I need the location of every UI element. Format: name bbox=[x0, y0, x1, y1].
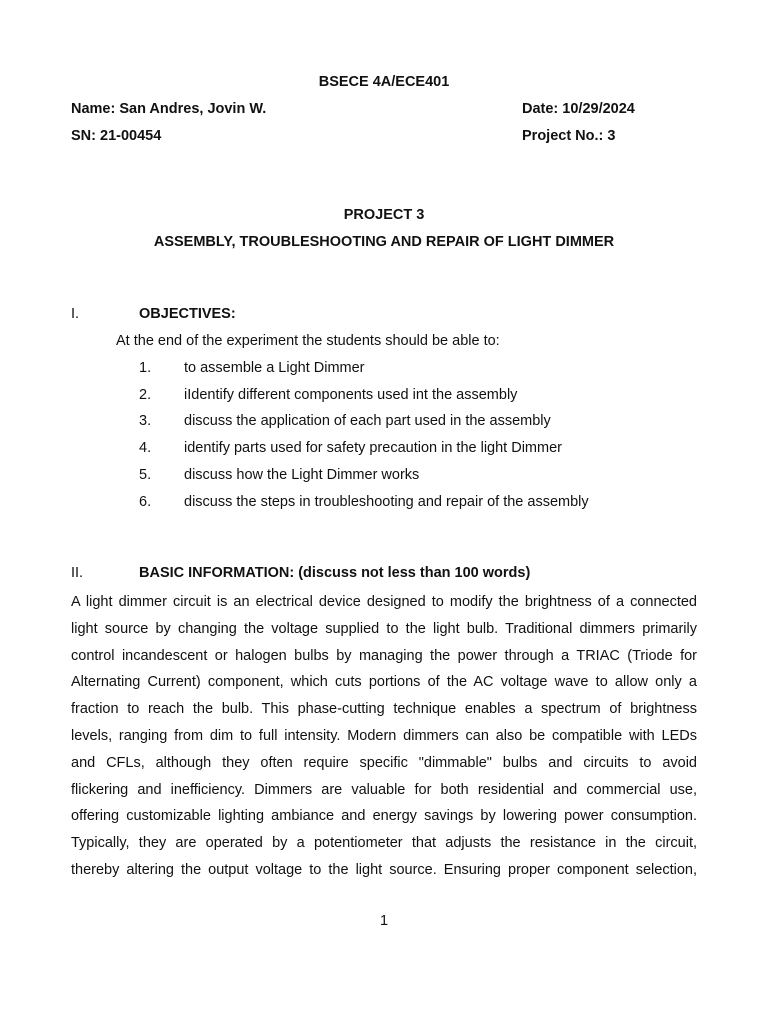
project-subtitle: ASSEMBLY, TROUBLESHOOTING AND REPAIR OF LIGHT DIMMER bbox=[153, 234, 615, 250]
objective-item bbox=[0, 440, 768, 460]
student-number: SN: 21-00454 bbox=[71, 128, 162, 144]
page-number: 1 bbox=[379, 913, 389, 929]
objective-text: discuss the application of each part used in the assembly bbox=[184, 413, 551, 429]
objective-item bbox=[0, 360, 768, 380]
basic-info-heading: BASIC INFORMATION: (discuss not less than 100 words) bbox=[139, 565, 531, 581]
course-code: BSECE 4A/ECE401 bbox=[318, 74, 450, 90]
objective-number: 2. bbox=[139, 387, 152, 403]
objectives-intro: At the end of the experiment the students should be able to: bbox=[116, 333, 500, 349]
section-two-numeral: II. bbox=[71, 565, 84, 581]
objective-text: identify parts used for safety precaution in the light Dimmer bbox=[184, 440, 562, 456]
objective-text: discuss how the Light Dimmer works bbox=[184, 467, 420, 483]
paragraph-line: A light dimmer circuit is an electrical device designed to modify the brightness of a connected bbox=[71, 594, 697, 610]
paragraph-line: light source by changing the voltage supplied to the light bulb. Traditional dimmers primarily bbox=[71, 620, 697, 637]
paragraph-line: and CFLs, although they often require specific "dimmable" bulbs and circuits to avoid bbox=[71, 754, 697, 771]
objective-number: 5. bbox=[139, 467, 152, 483]
basic-info-paragraph bbox=[71, 589, 697, 884]
paragraph-line: thereby altering the output voltage to the light source. Ensuring proper component selection, bbox=[71, 861, 697, 878]
objective-item bbox=[0, 387, 768, 407]
paragraph-line: fraction to reach the bulb. This phase-cutting technique enables a spectrum of brightness bbox=[71, 701, 697, 718]
objective-item bbox=[0, 467, 768, 487]
paragraph-line: control incandescent or halogen bulbs by managing the power through a TRIAC (Triode for bbox=[71, 647, 697, 664]
paragraph-line: Typically, they are operated by a potentiometer that adjusts the resistance in the circuit, bbox=[71, 835, 697, 852]
objective-item bbox=[0, 413, 768, 433]
paragraph-line: offering customizable lighting ambiance and energy savings by lowering power consumption. bbox=[71, 808, 697, 825]
paragraph-line: Alternating Current) component, which cuts portions of the AC voltage wave to allow only a bbox=[71, 674, 697, 691]
submission-date: Date: 10/29/2024 bbox=[522, 101, 635, 117]
objective-text: to assemble a Light Dimmer bbox=[184, 360, 365, 376]
paragraph-line: levels, ranging from dim to full intensity. Modern dimmers can also be compatible with LEDs bbox=[71, 727, 697, 744]
objective-text: discuss the steps in troubleshooting and repair of the assembly bbox=[184, 494, 589, 510]
objective-number: 6. bbox=[139, 494, 152, 510]
paragraph-line: flickering and inefficiency. Dimmers are valuable for both residential and commercial use, bbox=[71, 781, 697, 798]
student-name: Name: San Andres, Jovin W. bbox=[71, 101, 267, 117]
project-title: PROJECT 3 bbox=[343, 207, 425, 223]
section-one-numeral: I. bbox=[71, 306, 80, 322]
objective-text: iIdentify different components used int the assembly bbox=[184, 387, 518, 403]
project-number: Project No.: 3 bbox=[522, 128, 616, 144]
objective-number: 3. bbox=[139, 413, 152, 429]
objectives-heading: OBJECTIVES: bbox=[139, 306, 236, 322]
objective-number: 4. bbox=[139, 440, 152, 456]
objective-item bbox=[0, 494, 768, 514]
objective-number: 1. bbox=[139, 360, 152, 376]
